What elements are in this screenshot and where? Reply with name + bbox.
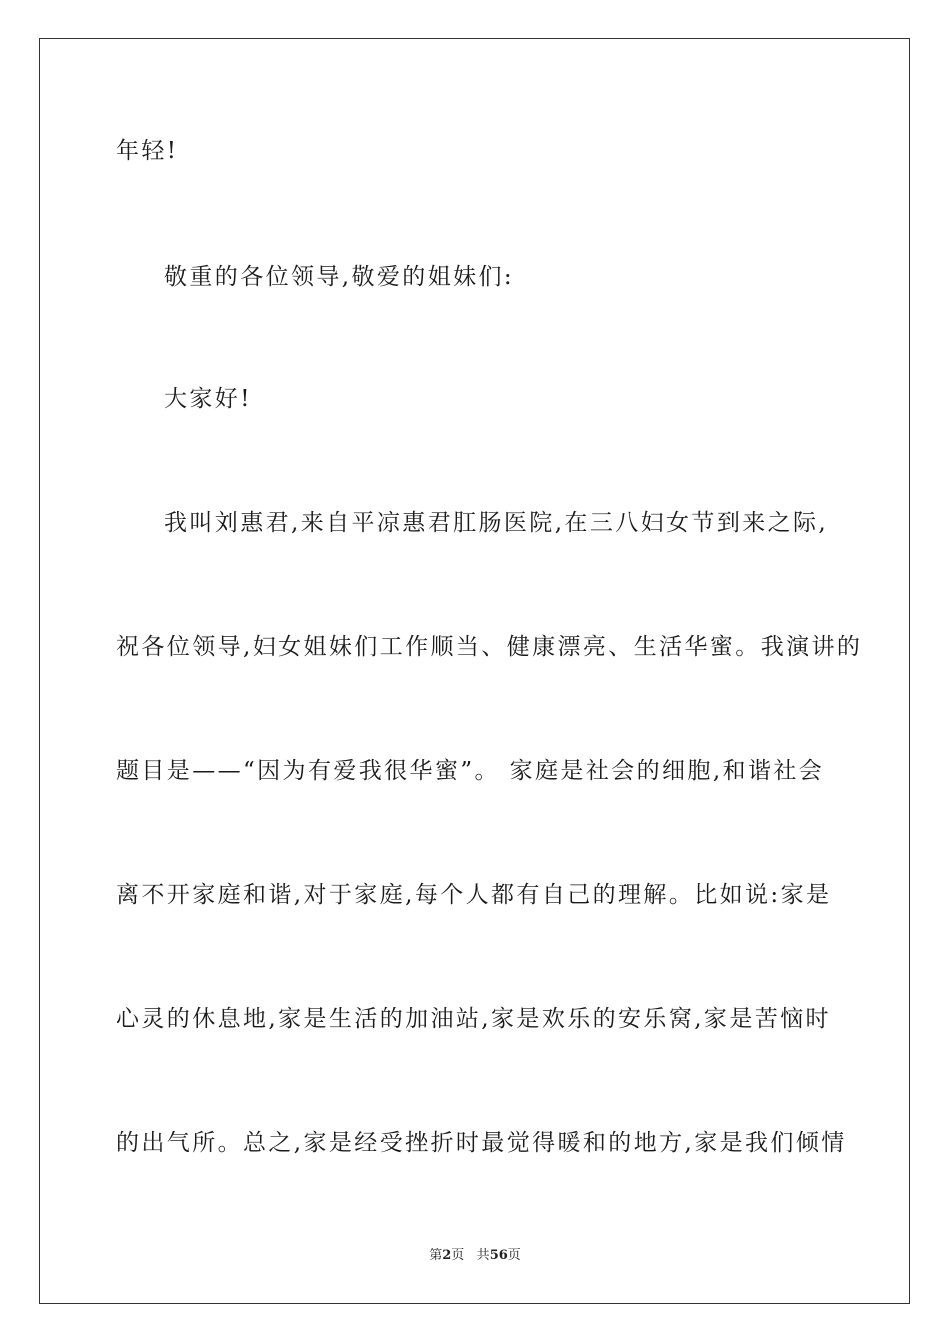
paragraph-line-6: 的出气所。总之,家是经受挫折时最觉得暖和的地方,家是我们倾情 <box>116 1130 847 1156</box>
paragraph-line-1: 我叫刘惠君,来自平凉惠君肛肠医院,在三八妇女节到来之际, <box>164 510 829 536</box>
salutation-line: 敬重的各位领导,敬爱的姐妹们: <box>164 264 515 290</box>
page-number: 2 <box>442 1248 452 1263</box>
total-pages: 56 <box>489 1248 508 1263</box>
paragraph-line-5: 心灵的休息地,家是生活的加油站,家是欢乐的安乐窝,家是苦恼时 <box>116 1006 831 1032</box>
greeting-line: 大家好! <box>164 386 252 412</box>
paragraph-line-3: 题目是——“因为有爱我很华蜜”。 家庭是社会的细胞,和谐社会 <box>116 758 825 784</box>
page-prefix: 第 <box>429 1248 443 1263</box>
total-prefix: 共 <box>476 1248 490 1263</box>
page-footer <box>0 1247 950 1265</box>
page-suffix: 页 <box>451 1248 465 1263</box>
page-border <box>39 38 910 1304</box>
text-line-1: 年轻! <box>116 138 179 164</box>
paragraph-line-2: 祝各位领导,妇女姐妹们工作顺当、健康漂亮、生活华蜜。我演讲的 <box>116 634 863 660</box>
paragraph-line-4: 离不开家庭和谐,对于家庭,每个人都有自己的理解。比如说:家是 <box>116 882 832 908</box>
total-suffix: 页 <box>507 1248 521 1263</box>
